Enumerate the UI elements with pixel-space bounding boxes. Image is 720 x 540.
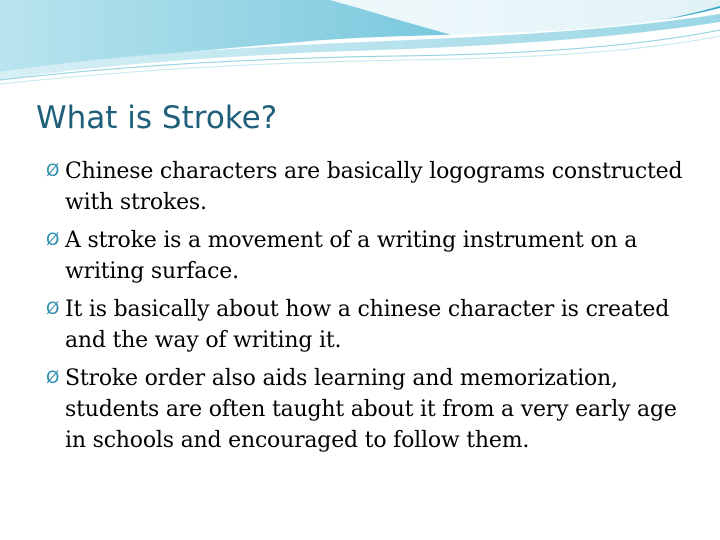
- slide-title: What is Stroke?: [36, 100, 278, 136]
- arrowhead-bullet-icon: Ø: [46, 161, 60, 181]
- arrowhead-bullet-icon: Ø: [46, 368, 60, 388]
- bullet-text: It is basically about how a chinese character is created and the way of writing it.: [65, 297, 670, 353]
- arrowhead-bullet-icon: Ø: [46, 299, 60, 319]
- bullet-item: [46, 156, 696, 218]
- arrowhead-bullet-icon: Ø: [46, 230, 60, 250]
- bullet-text: Stroke order also aids learning and memorization, students are often taught about it from a very early age in schools and encouraged to follow them.: [65, 366, 677, 453]
- bullet-item: [46, 294, 696, 356]
- bullet-text: A stroke is a movement of a writing instrument on a writing surface.: [65, 228, 638, 284]
- bullet-item: [46, 225, 696, 287]
- bullet-text: Chinese characters are basically logograms constructed with strokes.: [65, 159, 683, 215]
- header-wave-decoration: [0, 0, 720, 95]
- bullet-list: [46, 156, 696, 463]
- bullet-item: [46, 363, 696, 456]
